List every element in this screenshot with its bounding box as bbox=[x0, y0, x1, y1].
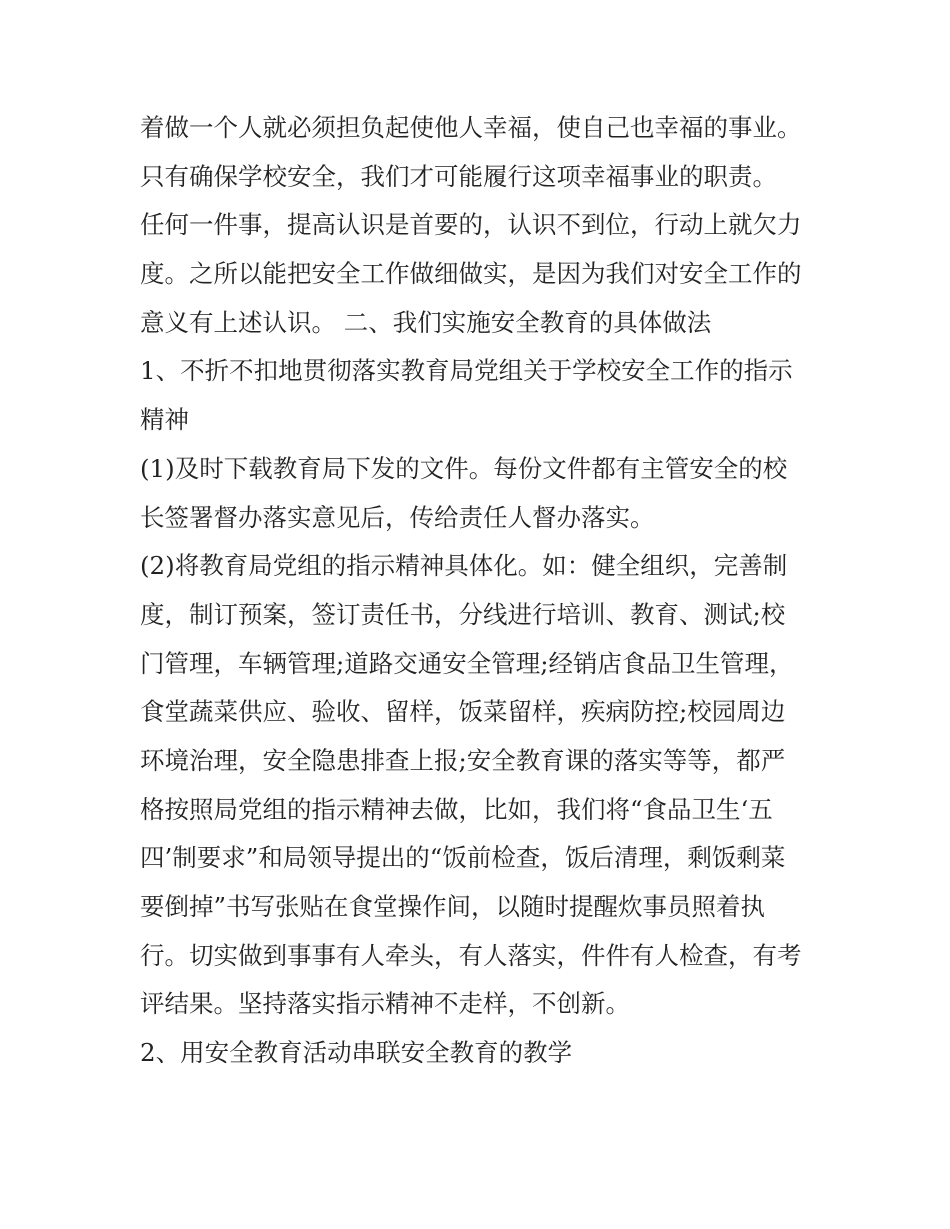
text-line-12: 门管理，车辆管理;道路交通安全管理;经销店食品卫生管理， bbox=[140, 648, 794, 678]
document-body bbox=[140, 104, 830, 1078]
text-line-4: 度。之所以能把安全工作做细做实，是因为我们对安全工作的 bbox=[140, 259, 802, 289]
text-line-3: 任何一件事，提高认识是首要的，认识不到位，行动上就欠力 bbox=[140, 210, 802, 240]
text-line-9: 长签署督办落实意见后，传给责任人督办落实。 bbox=[140, 502, 655, 532]
text-line-18: 行。切实做到事事有人牵头，有人落实，件件有人检查，有考 bbox=[140, 940, 802, 970]
text-line-16: 四’制要求”和局领导提出的“饭前检查，饭后清理，剩饭剩菜 bbox=[140, 843, 786, 873]
text-line-8: (1)及时下载教育局下发的文件。每份文件都有主管安全的校 bbox=[140, 453, 788, 483]
text-line-20: 2、用安全教育活动串联安全教育的教学 bbox=[140, 1038, 573, 1068]
text-line-1: 着做一个人就必须担负起使他人幸福，使自己也幸福的事业。 bbox=[140, 113, 802, 142]
text-line-13: 食堂蔬菜供应、验收、留样，饭菜留样，疾病防控;校园周边 bbox=[140, 697, 786, 727]
text-line-5: 意义有上述认识。 二、我们实施安全教育的具体做法 bbox=[140, 307, 712, 337]
text-line-10: (2)将教育局党组的指示精神具体化。如：健全组织，完善制 bbox=[140, 551, 788, 581]
text-line-14: 环境治理，安全隐患排查上报;安全教育课的落实等等，都严 bbox=[140, 745, 786, 775]
text-line-11: 度，制订预案，签订责任书，分线进行培训、教育、测试;校 bbox=[140, 599, 786, 629]
text-line-17: 要倒掉”书写张贴在食堂操作间，以随时提醒炊事员照着执 bbox=[140, 892, 766, 921]
text-line-19: 评结果。坚持落实指示精神不走样，不创新。 bbox=[140, 989, 630, 1019]
text-line-2: 只有确保学校安全，我们才可能履行这项幸福事业的职责。 bbox=[140, 161, 777, 191]
text-line-6: 1、不折不扣地贯彻落实教育局党组关于学校安全工作的指示 bbox=[140, 356, 793, 386]
text-line-15: 格按照局党组的指示精神去做，比如，我们将“食品卫生‘五 bbox=[140, 794, 773, 824]
text-line-7: 精神 bbox=[140, 405, 189, 435]
